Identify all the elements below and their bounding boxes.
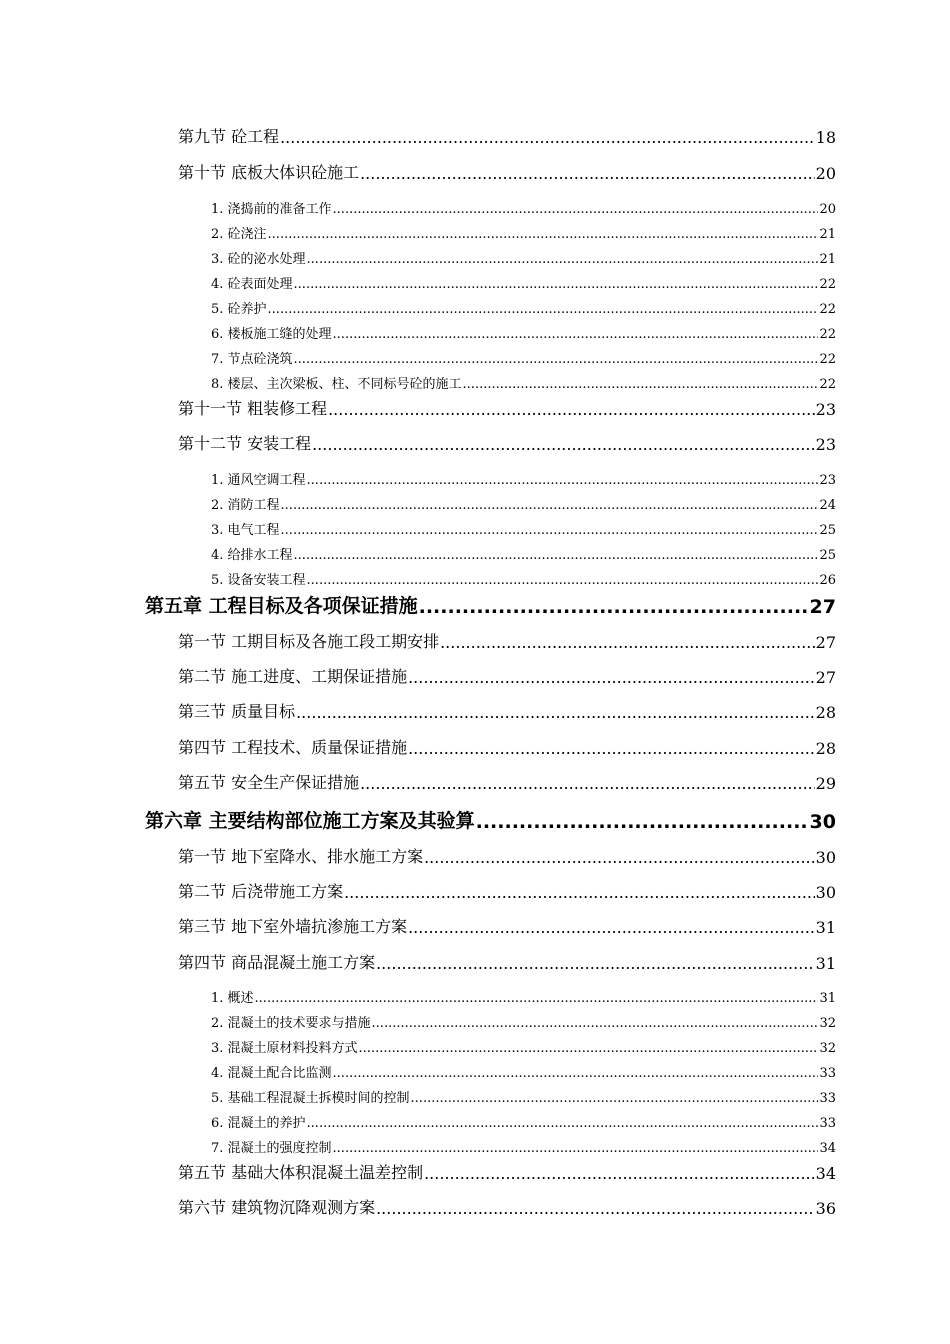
toc-entry-title: 2. 消防工程	[211, 498, 280, 513]
toc-entry-title: 7. 混凝土的强度控制	[211, 1141, 332, 1156]
toc-item-entry[interactable]	[211, 519, 836, 538]
toc-entry-page-number: 22	[819, 277, 836, 292]
toc-entry-page-number: 27	[815, 668, 836, 687]
toc-entry-title: 3. 电气工程	[211, 523, 280, 538]
dot-leader	[333, 202, 819, 217]
toc-item-entry[interactable]	[211, 494, 836, 513]
dot-leader	[463, 377, 819, 392]
toc-entry-page-number: 29	[815, 774, 836, 793]
toc-entry-page-number: 32	[819, 1041, 836, 1056]
toc-entry-title: 第十二节 安装工程	[178, 434, 312, 453]
toc-entry-title: 第五章 工程目标及各项保证措施	[145, 595, 418, 617]
dot-leader	[408, 918, 815, 937]
toc-section-entry[interactable]	[178, 914, 836, 937]
toc-entry-page-number: 24	[819, 498, 836, 513]
dot-leader	[255, 991, 819, 1006]
toc-entry-page-number: 31	[815, 954, 836, 973]
dot-leader	[360, 774, 815, 793]
toc-entry-page-number: 28	[815, 739, 836, 758]
toc-section-entry[interactable]	[178, 664, 836, 687]
toc-entry-page-number: 25	[819, 523, 836, 538]
toc-entry-title: 第五节 基础大体积混凝土温差控制	[178, 1163, 424, 1182]
toc-section-entry[interactable]	[178, 844, 836, 867]
toc-entry-page-number: 22	[819, 327, 836, 342]
dot-leader	[268, 302, 819, 317]
toc-entry-page-number: 23	[815, 435, 836, 454]
toc-entry-page-number: 36	[815, 1199, 836, 1218]
toc-entry-page-number: 27	[815, 633, 836, 652]
toc-entry-title: 3. 混凝土原材料投料方式	[211, 1041, 358, 1056]
toc-entry-page-number: 25	[819, 548, 836, 563]
dot-leader	[294, 352, 819, 367]
toc-entry-title: 6. 混凝土的养护	[211, 1116, 306, 1131]
dot-leader	[294, 548, 819, 563]
toc-entry-page-number: 33	[819, 1091, 836, 1106]
toc-entry-title: 3. 砼的泌水处理	[211, 252, 306, 267]
toc-item-entry[interactable]	[211, 248, 836, 267]
dot-leader	[372, 1016, 819, 1031]
toc-entry-page-number: 22	[819, 377, 836, 392]
toc-item-entry[interactable]	[211, 323, 836, 342]
dot-leader	[419, 596, 809, 618]
dot-leader	[408, 668, 815, 687]
toc-section-entry[interactable]	[178, 879, 836, 902]
dot-leader	[294, 277, 819, 292]
toc-entry-page-number: 23	[815, 400, 836, 419]
dot-leader	[476, 811, 809, 833]
dot-leader	[307, 473, 819, 488]
toc-entry-title: 第六章 主要结构部位施工方案及其验算	[145, 810, 475, 832]
toc-entry-title: 1. 概述	[211, 991, 254, 1006]
toc-entry-title: 第二节 后浇带施工方案	[178, 882, 344, 901]
toc-entry-title: 第四节 商品混凝土施工方案	[178, 953, 376, 972]
toc-entry-title: 5. 设备安装工程	[211, 573, 306, 588]
toc-entry-title: 第一节 工期目标及各施工段工期安排	[178, 632, 440, 651]
toc-entry-title: 第十一节 粗装修工程	[178, 399, 328, 418]
toc-entry-title: 6. 楼板施工缝的处理	[211, 327, 332, 342]
dot-leader	[360, 164, 815, 183]
toc-entry-page-number: 21	[819, 252, 836, 267]
dot-leader	[312, 435, 815, 454]
toc-item-entry[interactable]	[211, 469, 836, 488]
toc-entry-page-number: 20	[819, 202, 836, 217]
toc-section-entry[interactable]	[178, 431, 836, 454]
dot-leader	[307, 573, 819, 588]
dot-leader	[280, 128, 815, 147]
toc-entry-page-number: 34	[819, 1141, 836, 1156]
dot-leader	[440, 633, 815, 652]
toc-item-entry[interactable]	[211, 569, 836, 588]
toc-entry-page-number: 33	[819, 1116, 836, 1131]
dot-leader	[333, 327, 819, 342]
toc-section-entry[interactable]	[178, 1195, 836, 1218]
dot-leader	[296, 703, 815, 722]
toc-item-entry[interactable]	[211, 223, 836, 242]
toc-section-entry[interactable]	[178, 699, 836, 722]
dot-leader	[411, 1091, 819, 1106]
toc-item-entry[interactable]	[211, 1112, 836, 1131]
toc-item-entry[interactable]	[211, 1087, 836, 1106]
toc-entry-title: 第三节 地下室外墙抗渗施工方案	[178, 917, 408, 936]
toc-entry-page-number: 27	[809, 596, 836, 618]
dot-leader	[333, 1066, 819, 1081]
toc-entry-title: 5. 基础工程混凝土拆模时间的控制	[211, 1091, 410, 1106]
toc-entry-page-number: 30	[809, 811, 836, 833]
toc-entry-page-number: 21	[819, 227, 836, 242]
toc-item-entry[interactable]	[211, 544, 836, 563]
toc-entry-page-number: 34	[815, 1164, 836, 1183]
toc-entry-page-number: 30	[815, 883, 836, 902]
dot-leader	[333, 1141, 819, 1156]
dot-leader	[424, 1164, 815, 1183]
toc-entry-page-number: 30	[815, 848, 836, 867]
toc-entry-page-number: 20	[815, 164, 836, 183]
dot-leader	[376, 1199, 815, 1218]
dot-leader	[424, 848, 815, 867]
dot-leader	[307, 252, 819, 267]
toc-entry-title: 1. 通风空调工程	[211, 473, 306, 488]
toc-entry-title: 4. 给排水工程	[211, 548, 293, 563]
dot-leader	[307, 1116, 819, 1131]
toc-entry-title: 4. 混凝土配合比监测	[211, 1066, 332, 1081]
toc-item-entry[interactable]	[211, 1037, 836, 1056]
toc-entry-title: 第二节 施工进度、工期保证措施	[178, 667, 408, 686]
toc-section-entry[interactable]	[178, 160, 836, 183]
toc-entry-page-number: 26	[819, 573, 836, 588]
toc-entry-page-number: 18	[815, 128, 836, 147]
toc-section-entry[interactable]	[178, 735, 836, 758]
dot-leader	[376, 954, 815, 973]
toc-section-entry[interactable]	[178, 950, 836, 973]
toc-entry-title: 8. 楼层、主次梁板、柱、不同标号砼的施工	[211, 377, 462, 392]
toc-entry-title: 第九节 砼工程	[178, 127, 280, 146]
toc-entry-page-number: 32	[819, 1016, 836, 1031]
toc-item-entry[interactable]	[211, 348, 836, 367]
toc-item-entry[interactable]	[211, 987, 836, 1006]
toc-entry-title: 第三节 质量目标	[178, 702, 296, 721]
toc-entry-title: 第五节 安全生产保证措施	[178, 773, 360, 792]
toc-item-entry[interactable]	[211, 1012, 836, 1031]
toc-section-entry[interactable]	[178, 770, 836, 793]
toc-item-entry[interactable]	[211, 198, 836, 217]
toc-entry-page-number: 33	[819, 1066, 836, 1081]
toc-entry-page-number: 22	[819, 352, 836, 367]
dot-leader	[268, 227, 819, 242]
dot-leader	[344, 883, 815, 902]
toc-entry-page-number: 31	[819, 991, 836, 1006]
dot-leader	[328, 400, 815, 419]
toc-entry-title: 第六节 建筑物沉降观测方案	[178, 1198, 376, 1217]
toc-entry-title: 2. 砼浇注	[211, 227, 267, 242]
toc-entry-page-number: 23	[819, 473, 836, 488]
toc-section-entry[interactable]	[178, 1160, 836, 1183]
toc-chapter-entry[interactable]	[145, 591, 836, 618]
toc-item-entry[interactable]	[211, 1062, 836, 1081]
toc-item-entry[interactable]	[211, 373, 836, 392]
toc-entry-title: 7. 节点砼浇筑	[211, 352, 293, 367]
toc-section-entry[interactable]	[178, 396, 836, 419]
toc-entry-title: 5. 砼养护	[211, 302, 267, 317]
toc-entry-page-number: 31	[815, 918, 836, 937]
dot-leader	[281, 498, 819, 513]
dot-leader	[281, 523, 819, 538]
toc-entry-title: 1. 浇捣前的准备工作	[211, 202, 332, 217]
toc-entry-title: 第十节 底板大体识砼施工	[178, 163, 360, 182]
toc-chapter-entry[interactable]	[145, 806, 836, 833]
toc-entry-title: 4. 砼表面处理	[211, 277, 293, 292]
toc-entry-title: 2. 混凝土的技术要求与措施	[211, 1016, 371, 1031]
toc-item-entry[interactable]	[211, 298, 836, 317]
toc-entry-title: 第四节 工程技术、质量保证措施	[178, 738, 408, 757]
dot-leader	[359, 1041, 819, 1056]
toc-section-entry[interactable]	[178, 629, 836, 652]
toc-section-entry[interactable]	[178, 124, 836, 147]
toc-item-entry[interactable]	[211, 273, 836, 292]
toc-item-entry[interactable]	[211, 1137, 836, 1156]
dot-leader	[408, 739, 815, 758]
toc-entry-title: 第一节 地下室降水、排水施工方案	[178, 847, 424, 866]
toc-entry-page-number: 28	[815, 703, 836, 722]
toc-entry-page-number: 22	[819, 302, 836, 317]
